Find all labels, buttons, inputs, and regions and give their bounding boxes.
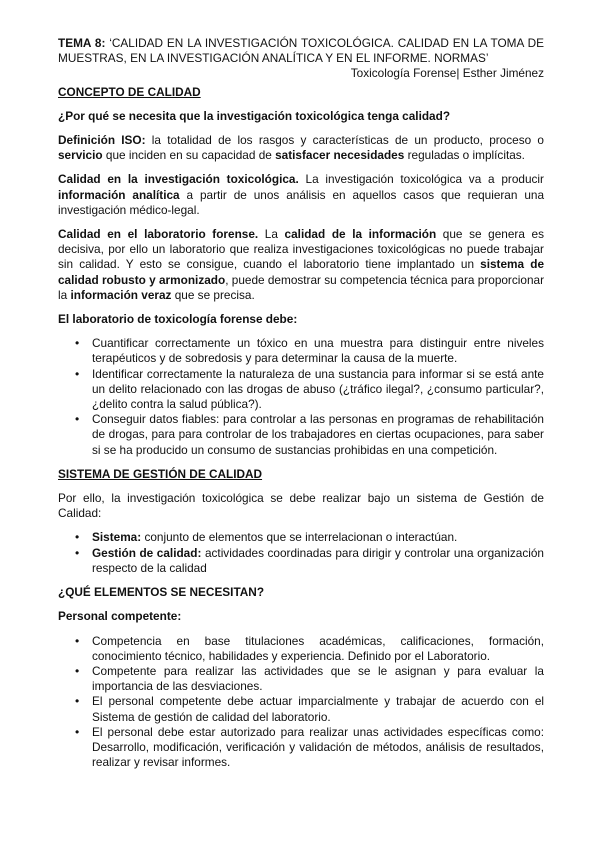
paragraph-iso: Definición ISO: la totalidad de los rasgos y características de un producto, proceso o servicio que inciden en su capacidad de satisfacer necesidades reguladas o implícitas. [58,133,544,163]
paragraph-laboratorio: Calidad en el laboratorio forense. La calidad de la información que se genera es decisiva, por ello un laboratorio que realiza investigaciones toxicológicas no puede trabajar sin calidad. Y esto se consigue, cuando el laboratorio tiene implantado un sistema de calidad robusto y armonizado, puede demostrar su competencia técnica para proporcionar la información veraz que se precisa. [58,227,545,302]
list-item: • Sistema: conjunto de elementos que se interrelacionan o interactúan. [75,530,458,545]
section-heading-concepto: CONCEPTO DE CALIDAD [58,84,201,99]
bullet-icon: • [75,366,80,381]
paragraph-investigacion: Calidad en la investigación toxicológica. La investigación toxicológica va a producir información analítica a partir de unos análisis en aquellos casos que requieran una investigación médico-legal. [58,172,544,217]
bullet-icon: • [75,633,80,648]
bullet-icon: • [75,724,80,739]
course-author: Toxicología Forense| Esther Jiménez [350,66,544,81]
question-heading: ¿Por qué se necesita que la investigación toxicológica tenga calidad? [58,108,451,123]
bullet-icon: • [75,694,80,709]
personal-heading: Personal competente: [58,609,182,624]
personal-list [58,634,544,771]
paragraph-sistema-intro: Por ello, la investigación toxicológica se debe realizar bajo un sistema de Gestión de Calidad: [58,491,544,521]
topic-label: TEMA 8: [58,36,106,50]
section-heading-elementos: ¿QUÉ ELEMENTOS SE NECESITAN? [58,585,265,600]
list-item: • El personal competente debe actuar imparcialmente y trabajar de acuerdo con el Sistema de gestión de calidad del laboratorio. [75,694,544,724]
laboratorio-term: Calidad en el laboratorio forense. [58,227,259,242]
lab-must-heading: El laboratorio de toxicología forense debe: [58,312,298,327]
bullet-icon: • [75,336,80,351]
bullet-icon: • [75,530,80,545]
topic-title: ‘CALIDAD EN LA INVESTIGACIÓN TOXICOLÓGICA. CALIDAD EN LA TOMA DE MUESTRAS, EN LA INVESTIGACIÓN ANALÍTICA Y EN EL INFORME. NORMAS’ [58,36,545,66]
list-item: • Competente para realizar las actividades que se le asignan y para evaluar la importancia de las desviaciones. [75,663,544,694]
lab-must-list [58,336,544,458]
investigacion-term: Calidad en la investigación toxicológica. [58,172,299,187]
list-item: • Gestión de calidad: actividades coordinadas para dirigir y controlar una organización respecto de la calidad [75,545,544,575]
document-title [58,36,544,66]
iso-term: Definición ISO: [58,133,146,148]
bullet-icon: • [75,412,80,427]
list-item: • Cuantificar correctamente un tóxico en una muestra para distinguir entre niveles terapéuticos y de sobredosis y para determinar la causa de la muerte. [75,336,544,366]
sistema-list [58,530,544,576]
list-item: • Identificar correctamente la naturaleza de una sustancia para informar si se está ante un delito relacionado con las drogas de abuso (¿tráfico ilegal?, ¿consumo particular?, ¿delito contra la salud pública?). [75,366,544,412]
bullet-icon: • [75,545,80,560]
section-heading-sistema: SISTEMA DE GESTIÓN DE CALIDAD [58,466,263,481]
list-item: • Competencia en base titulaciones académicas, calificaciones, formación, conocimiento técnico, habilidades y experiencia. Definido por el Laboratorio. [75,633,544,663]
bullet-icon: • [75,663,80,678]
list-item: • Conseguir datos fiables: para controlar a las personas en programas de rehabilitación de drogas, para para controlar de los trabajadores en ciertas ocupaciones, para saber si se ha producido un consumo de sustancias prohibidas en una competición. [75,412,544,457]
list-item: • El personal debe estar autorizado para realizar unas actividades específicas como: Desarrollo, modificación, verificación y validación de métodos, análisis de resultados, realizar y revisar informes. [75,724,544,770]
document-page [58,36,544,779]
